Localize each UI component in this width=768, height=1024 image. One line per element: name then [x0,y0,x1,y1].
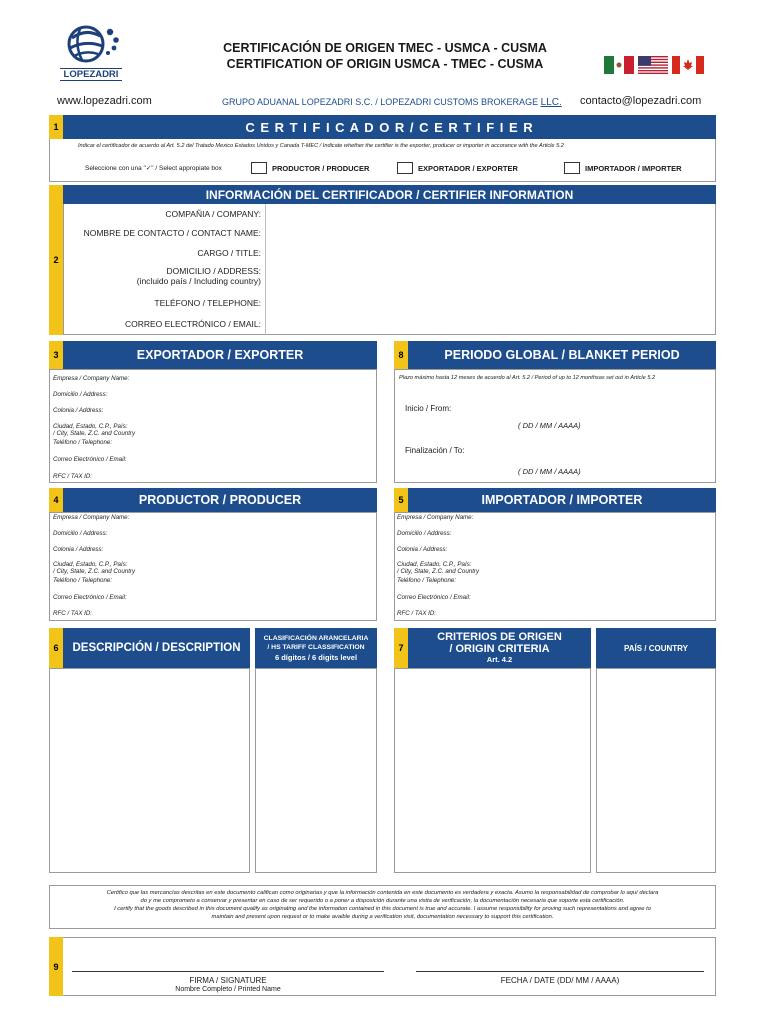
website-link[interactable]: www.lopezadri.com [57,95,152,107]
date-line[interactable] [416,971,704,972]
title-line-1: CERTIFICACIÓN DE ORIGEN TMEC - USMCA - CUSMA [223,41,547,55]
section-4-header: PRODUCTOR / PRODUCER [63,488,377,512]
section-2-number: 2 [49,185,63,335]
hs-classification-sub: 6 dígitos / 6 digits level [274,652,358,662]
hs-classification-title: CLASIFICACIÓN ARANCELARIA / HS TARIFF CLASSIFICATION [263,634,369,651]
exporter-company-label: Empresa / Company Name: [53,375,130,382]
globe-icon [58,20,128,72]
producer-phone-label: Teléfono / Telephone: [53,577,113,584]
exporter-colonia-label: Colonia / Address: [53,407,104,414]
producer-address-label: Domicilio / Address: [53,530,108,537]
exporter-checkbox[interactable] [397,162,413,174]
exporter-phone-label: Teléfono / Telephone: [53,439,113,446]
importer-email-label: Correo Electrónico / Email: [397,594,471,601]
producer-company-label: Empresa / Company Name: [53,514,130,521]
section-5-number: 5 [394,488,408,512]
importer-colonia-label: Colonia / Address: [397,546,448,553]
signature-label: FIRMA / SIGNATURE [189,976,267,985]
origin-criteria-sub: Art. 4.2 [486,655,513,664]
country-column[interactable] [596,668,716,873]
producer-option-label: PRODUCTOR / PRODUCER [272,164,370,173]
exporter-tax-label: RFC / TAX ID: [53,473,93,480]
producer-colonia-label: Colonia / Address: [53,546,104,553]
select-box-hint: Seleccione con una "✓" / Select appropiate box [85,165,222,172]
exporter-city-label: Ciudad, Estado, C.P., País: / City, State, Z.C. and Country [53,423,136,437]
email-label: CORREO ELECTRÓNICO / EMAIL: [124,319,261,329]
hs-classification-column[interactable] [255,668,377,873]
section-6-number: 6 [49,628,63,668]
section-4-number: 4 [49,488,63,512]
producer-tax-label: RFC / TAX ID: [53,610,93,617]
signature-line[interactable] [72,971,384,972]
declaration-es-text: Certifico que las mercancías descritas en este documento califican como originarias y que la información contenida en este documento es verdadera y exacta. Asumo la responsabilidad de comprobar lo aquí declara do y me comprometo a conservar y presentar en caso de ser requerido o a poner a disposición durante una visita de verificación, la documentación necesaria que soporte esta certificación. [106,890,659,904]
importer-company-label: Empresa / Company Name: [397,514,474,521]
origin-criteria-column[interactable] [394,668,591,873]
from-date-field[interactable]: ( DD / MM / AAAA) [518,421,581,430]
section-3-number: 3 [49,341,63,369]
importer-phone-label: Teléfono / Telephone: [397,577,457,584]
section-8-header: PERIODO GLOBAL / BLANKET PERIOD [408,341,716,369]
contact-email[interactable]: contacto@lopezadri.com [580,95,702,107]
exporter-option-label: EXPORTADOR / EXPORTER [418,164,518,173]
company-label: COMPAÑIA / COMPANY: [165,209,261,219]
section-7-header [408,628,591,668]
declaration-en-text: I certify that the goods described in this document qualify as originating and the information contained in this document is true and accurate. I assume responsibility for proving such representations and agree to maintain and present upon request or to make avaible during a verification visit, documentation necessary to support this certification. [114,906,651,920]
printed-name-label: Nombre Completo / Printed Name [175,986,281,993]
certifier-fields-area[interactable] [265,204,266,335]
date-label: FECHA / DATE (DD/ MM / AAAA) [500,976,620,985]
brokerage-name [222,97,562,108]
certifier-label-column [63,204,261,335]
document-title [150,40,620,72]
canada-flag [672,56,704,74]
country-header: PAÍS / COUNTRY [596,628,716,668]
contact-name-label: NOMBRE DE CONTACTO / CONTACT NAME: [83,228,261,238]
to-label: Finalización / To: [405,446,465,455]
from-label: Inicio / From: [405,404,452,413]
to-date-field[interactable]: ( DD / MM / AAAA) [518,467,581,476]
section-9-number: 9 [49,937,63,996]
producer-city-label: Ciudad, Estado, C.P., País: / City, State, Z.C. and Country [53,561,136,575]
mexico-flag [604,56,634,74]
company-logo [58,20,128,90]
section-7-number: 7 [394,628,408,668]
declaration-spanish [52,889,713,921]
section-1-header: C E R T I F I C A D O R / C E R T I F I E R [63,115,716,139]
exporter-email-label: Correo Electrónico / Email: [53,456,127,463]
telephone-label: TELÉFONO / TELEPHONE: [154,298,261,308]
producer-email-label: Correo Electrónico / Email: [53,594,127,601]
section-2-header: INFORMACIÓN DEL CERTIFICADOR / CERTIFIER INFORMATION [63,185,716,204]
importer-option-label: IMPORTADOR / IMPORTER [585,164,682,173]
section-8-number: 8 [394,341,408,369]
address-label: DOMICILIO / ADDRESS: (incluido país / Including country) [136,266,261,286]
hs-classification-header [255,628,377,668]
importer-city-label: Ciudad, Estado, C.P., País: / City, State, Z.C. and Country [397,561,480,575]
section-1-number: 1 [49,115,63,139]
section-6-header: DESCRIPCIÓN / DESCRIPTION [63,628,250,668]
origin-criteria-title: CRITERIOS DE ORIGEN / ORIGIN CRITERIA [437,631,562,655]
logo-text: LOPEZADRI [60,68,122,81]
section-5-header: IMPORTADOR / IMPORTER [408,488,716,512]
exporter-address-label: Domicilio / Address: [53,391,108,398]
title-line-2: CERTIFICATION OF ORIGIN USMCA - TMEC - CUSMA [226,57,544,71]
section-3-header: EXPORTADOR / EXPORTER [63,341,377,369]
description-column[interactable] [49,668,250,873]
producer-checkbox[interactable] [251,162,267,174]
title-label: CARGO / TITLE: [197,248,261,258]
brokerage-name-text: GRUPO ADUANAL LOPEZADRI S.C. / LOPEZADRI CUSTOMS BROKERAGE [222,97,539,107]
importer-checkbox[interactable] [564,162,580,174]
section-1-instruction: Indicar el certificador de acuerdo al Art. 5.2 del Tratado Mexico Estados Unidos y Canada T-MEC / Indicate whether the certifier is the exporter, producer or importer in accorance with the Article 5.2 [78,143,564,149]
importer-address-label: Domicilio / Address: [397,530,452,537]
brokerage-suffix: LLC. [540,97,562,108]
usa-flag [638,56,668,74]
importer-tax-label: RFC / TAX ID: [397,610,437,617]
blanket-period-note: Plazo máximo hasta 12 meses de acuerdo al Art. 5.2 / Period of up to 12 monthsas set out in Article 5.2 [399,375,656,381]
